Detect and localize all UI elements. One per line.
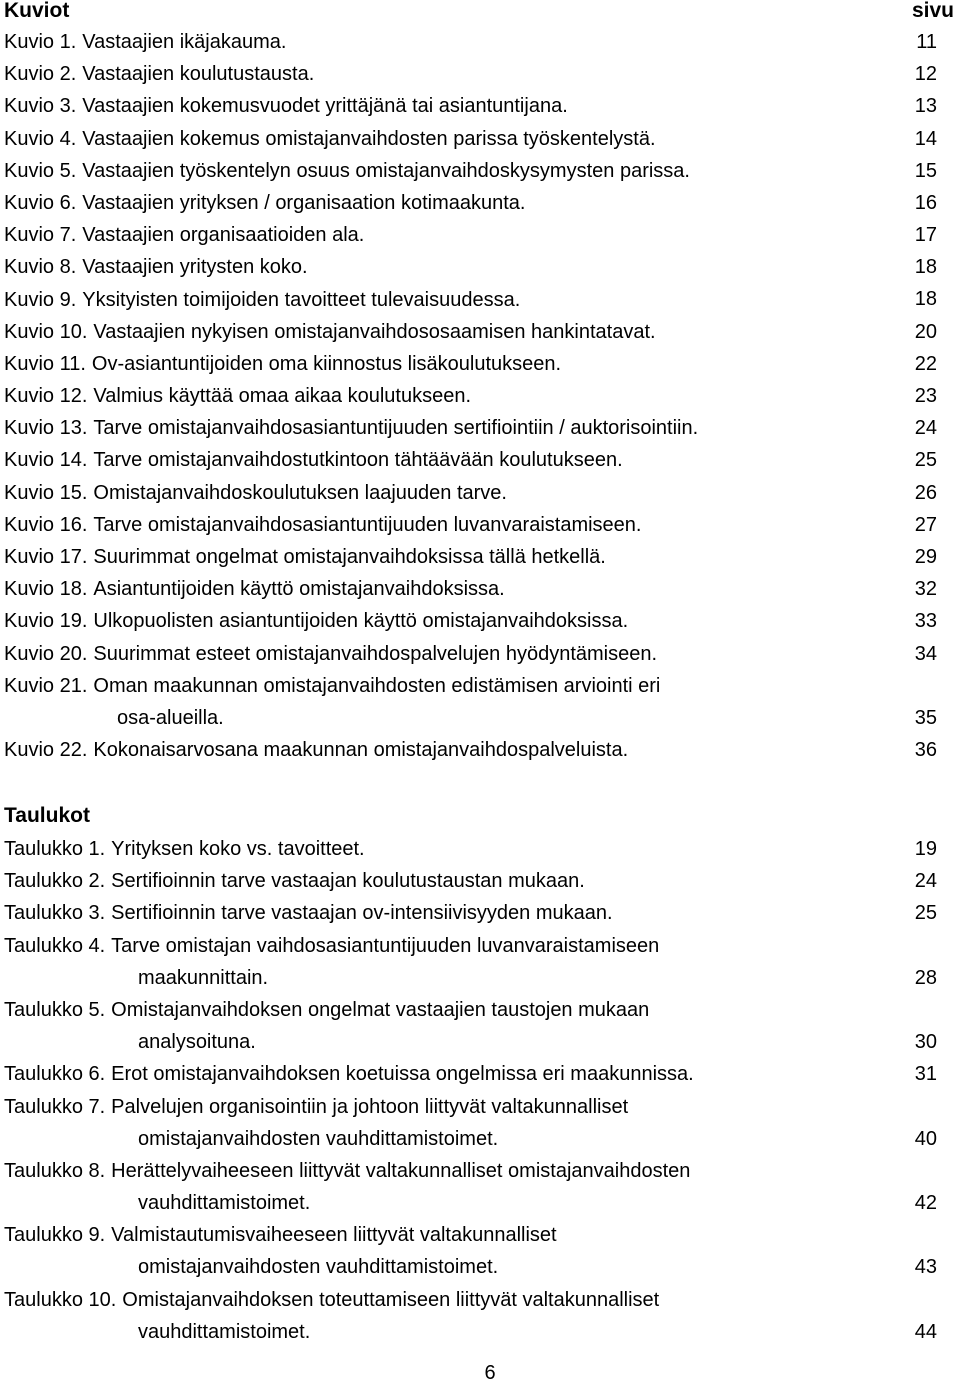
figure-entry xyxy=(0,412,960,444)
figure-list xyxy=(0,26,960,766)
table-entry xyxy=(0,930,960,994)
table-entry xyxy=(0,833,960,865)
entry-label: Taulukko 6. xyxy=(4,1063,106,1086)
entry-title: Vastaajien organisaatioiden ala. xyxy=(82,224,365,247)
entry-title: Asiantuntijoiden käyttö omistajanvaihdoksissa. xyxy=(93,578,505,601)
entry-page-number: 24 xyxy=(914,417,937,440)
entry-title-continued: vauhdittamistoimet. xyxy=(138,1192,311,1215)
entry-title: Palvelujen organisointiin ja johtoon liittyvät valtakunnalliset xyxy=(111,1095,629,1118)
entry-label: Kuvio 18. xyxy=(4,578,88,601)
entry-page-number: 22 xyxy=(914,352,937,375)
entry-label: Kuvio 4. xyxy=(4,127,77,150)
entry-title: Ov-asiantuntijoiden oma kiinnostus lisäkoulutukseen. xyxy=(91,352,562,375)
entry-title: Sertifioinnin tarve vastaajan ov-intensiivisyyden mukaan. xyxy=(111,902,613,925)
entry-title: Tarve omistajanvaihdosasiantuntijuuden luvanvaraistamiseen. xyxy=(93,513,642,536)
figure-entry xyxy=(0,638,960,670)
entry-page-number: 32 xyxy=(914,578,937,601)
entry-title: Vastaajien yritysten koko. xyxy=(82,256,308,279)
figure-entry xyxy=(0,284,960,316)
entry-page-number: 30 xyxy=(914,1031,937,1054)
table-entry xyxy=(0,1058,960,1090)
entry-title: Vastaajien yrityksen / organisaation kotimaakunta. xyxy=(82,191,526,214)
figure-entry xyxy=(0,155,960,187)
entry-label: Kuvio 21. xyxy=(4,674,88,697)
entry-title: Suurimmat esteet omistajanvaihdospalvelujen hyödyntämiseen. xyxy=(93,642,658,665)
entry-title: Suurimmat ongelmat omistajanvaihdoksissa tällä hetkellä. xyxy=(93,546,606,568)
entry-page-number: 24 xyxy=(914,870,937,893)
entry-title: Kokonaisarvosana maakunnan omistajanvaihdospalveluista. xyxy=(93,739,629,762)
entry-label: Kuvio 13. xyxy=(4,417,88,440)
table-entry xyxy=(0,1155,960,1219)
entry-page-number: 14 xyxy=(914,127,937,150)
entry-label: Kuvio 14. xyxy=(4,449,88,472)
entry-label: Taulukko 3. xyxy=(4,902,106,925)
entry-label: Kuvio 9. xyxy=(4,288,77,311)
entry-title: Vastaajien kokemusvuodet yrittäjänä tai asiantuntijana. xyxy=(82,95,568,118)
entry-label: Kuvio 10. xyxy=(4,320,88,343)
entry-label: Kuvio 22. xyxy=(4,739,88,762)
entry-title: Vastaajien nykyisen omistajanvaihdososaamisen hankintatavat. xyxy=(93,320,656,343)
entry-label: Taulukko 7. xyxy=(4,1095,106,1118)
entry-title: Ulkopuolisten asiantuntijoiden käyttö omistajanvaihdoksissa. xyxy=(93,610,629,633)
entry-label: Taulukko 1. xyxy=(4,838,106,860)
figure-entry xyxy=(0,541,960,573)
entry-title: Vastaajien ikäjakauma. xyxy=(82,31,287,53)
figure-entry xyxy=(0,348,960,380)
figure-entry xyxy=(0,219,960,251)
figure-entry xyxy=(0,90,960,122)
figure-entry xyxy=(0,187,960,219)
entry-title: Herättelyvaiheeseen liittyvät valtakunnalliset omistajanvaihdosten xyxy=(111,1159,691,1182)
entry-page-number: 44 xyxy=(914,1320,937,1343)
entry-label: Taulukko 2. xyxy=(4,870,106,893)
entry-title: Yrityksen koko vs. tavoitteet. xyxy=(111,838,365,860)
tables-heading: Taulukot xyxy=(4,804,90,827)
figure-entry xyxy=(0,573,960,605)
entry-title-continued: omistajanvaihdosten vauhdittamistoimet. xyxy=(138,1256,499,1279)
table-entry xyxy=(0,1219,960,1283)
figure-entry xyxy=(0,477,960,509)
entry-label: Kuvio 15. xyxy=(4,481,88,504)
figure-entry xyxy=(0,123,960,155)
entry-page-number: 20 xyxy=(914,320,937,343)
entry-page-number: 15 xyxy=(914,159,937,182)
entry-page-number: 26 xyxy=(914,481,937,504)
entry-title: Erot omistajanvaihdoksen koetuissa ongelmissa eri maakunnissa. xyxy=(111,1063,694,1086)
entry-page-number: 25 xyxy=(914,449,937,472)
figure-entry xyxy=(0,670,960,734)
entry-page-number: 19 xyxy=(914,837,937,860)
entry-title-continued: osa-alueilla. xyxy=(117,706,224,729)
entry-page-number: 11 xyxy=(916,30,937,53)
entry-title: Tarve omistajanvaihdosasiantuntijuuden sertifiointiin / auktorisointiin. xyxy=(93,417,699,440)
figures-heading: Kuviot xyxy=(4,0,70,22)
entry-title: Oman maakunnan omistajanvaihdosten edistämisen arviointi eri xyxy=(93,674,661,697)
entry-page-number: 34 xyxy=(914,642,937,665)
entry-title: Omistajanvaihdoksen toteuttamiseen liittyvät valtakunnalliset xyxy=(122,1288,660,1311)
entry-title: Tarve omistajan vaihdosasiantuntijuuden luvanvaraistamiseen xyxy=(111,934,660,957)
entry-page-number: 35 xyxy=(914,706,937,729)
figure-entry xyxy=(0,58,960,90)
entry-title: Tarve omistajanvaihdostutkintoon tähtäävään koulutukseen. xyxy=(93,449,623,472)
entry-page-number: 31 xyxy=(914,1063,937,1086)
entry-page-number: 36 xyxy=(914,739,937,762)
figure-entry xyxy=(0,444,960,476)
entry-title-continued: analysoituna. xyxy=(138,1031,256,1054)
figure-entry xyxy=(0,251,960,283)
figure-entry xyxy=(0,380,960,412)
entry-page-number: 43 xyxy=(914,1256,937,1279)
entry-page-number: 18 xyxy=(914,256,937,279)
entry-title: Valmistautumisvaiheeseen liittyvät valtakunnalliset xyxy=(111,1224,557,1247)
page-number: 6 xyxy=(484,1362,496,1384)
entry-label: Kuvio 1. xyxy=(4,31,77,53)
entry-label: Taulukko 4. xyxy=(4,934,106,957)
entry-title-continued: vauhdittamistoimet. xyxy=(138,1320,311,1343)
table-entry xyxy=(0,897,960,929)
table-list xyxy=(0,833,960,1348)
entry-title-continued: omistajanvaihdosten vauhdittamistoimet. xyxy=(138,1127,499,1150)
entry-label: Kuvio 3. xyxy=(4,95,77,118)
entry-title-continued: maakunnittain. xyxy=(138,966,269,989)
entry-title: Vastaajien koulutustausta. xyxy=(82,63,315,86)
entry-page-number: 23 xyxy=(914,385,937,408)
entry-page-number: 13 xyxy=(914,95,937,118)
entry-label: Taulukko 8. xyxy=(4,1159,106,1182)
entry-page-number: 29 xyxy=(914,545,937,568)
entry-page-number: 12 xyxy=(914,63,937,86)
figure-entry xyxy=(0,316,960,348)
entry-label: Kuvio 20. xyxy=(4,642,88,665)
entry-label: Taulukko 10. xyxy=(4,1288,117,1311)
entry-title: Vastaajien kokemus omistajanvaihdosten parissa työskentelystä. xyxy=(82,127,656,150)
entry-label: Taulukko 5. xyxy=(4,998,106,1021)
entry-label: Kuvio 2. xyxy=(4,63,77,86)
entry-label: Taulukko 9. xyxy=(4,1224,106,1247)
entry-title: Omistajanvaihdoksen ongelmat vastaajien taustojen mukaan xyxy=(111,998,650,1021)
entry-label: Kuvio 12. xyxy=(4,385,88,408)
entry-page-number: 33 xyxy=(914,610,937,633)
entry-label: Kuvio 7. xyxy=(4,224,77,247)
entry-label: Kuvio 11. xyxy=(4,352,86,375)
table-entry xyxy=(0,865,960,897)
entry-title: Omistajanvaihdoskoulutuksen laajuuden tarve. xyxy=(93,481,507,504)
figure-entry xyxy=(0,734,960,766)
entry-title: Yksityisten toimijoiden tavoitteet tulevaisuudessa. xyxy=(82,288,521,311)
page-column-heading: sivu xyxy=(911,0,954,22)
entry-page-number: 42 xyxy=(914,1192,937,1215)
entry-page-number: 25 xyxy=(914,902,937,925)
table-entry xyxy=(0,1091,960,1155)
entry-title: Vastaajien työskentelyn osuus omistajanvaihdoskysymysten parissa. xyxy=(82,159,690,182)
entry-label: Kuvio 16. xyxy=(4,513,88,536)
entry-page-number: 27 xyxy=(914,513,937,536)
figure-entry xyxy=(0,605,960,637)
figure-entry xyxy=(0,26,960,58)
entry-label: Kuvio 5. xyxy=(4,159,77,182)
figure-entry xyxy=(0,509,960,541)
entry-page-number: 18 xyxy=(914,288,937,311)
entry-label: Kuvio 19. xyxy=(4,610,88,633)
entry-page-number: 16 xyxy=(914,191,937,214)
table-entry xyxy=(0,1284,960,1348)
entry-page-number: 40 xyxy=(914,1127,937,1150)
entry-title: Valmius käyttää omaa aikaa koulutukseen. xyxy=(93,385,472,408)
entry-label: Kuvio 8. xyxy=(4,256,77,279)
entry-label: Kuvio 17. xyxy=(4,546,88,568)
entry-title: Sertifioinnin tarve vastaajan koulutustaustan mukaan. xyxy=(111,870,585,893)
entry-page-number: 28 xyxy=(914,966,937,989)
entry-label: Kuvio 6. xyxy=(4,191,77,214)
entry-page-number: 17 xyxy=(914,224,937,247)
table-entry xyxy=(0,994,960,1058)
